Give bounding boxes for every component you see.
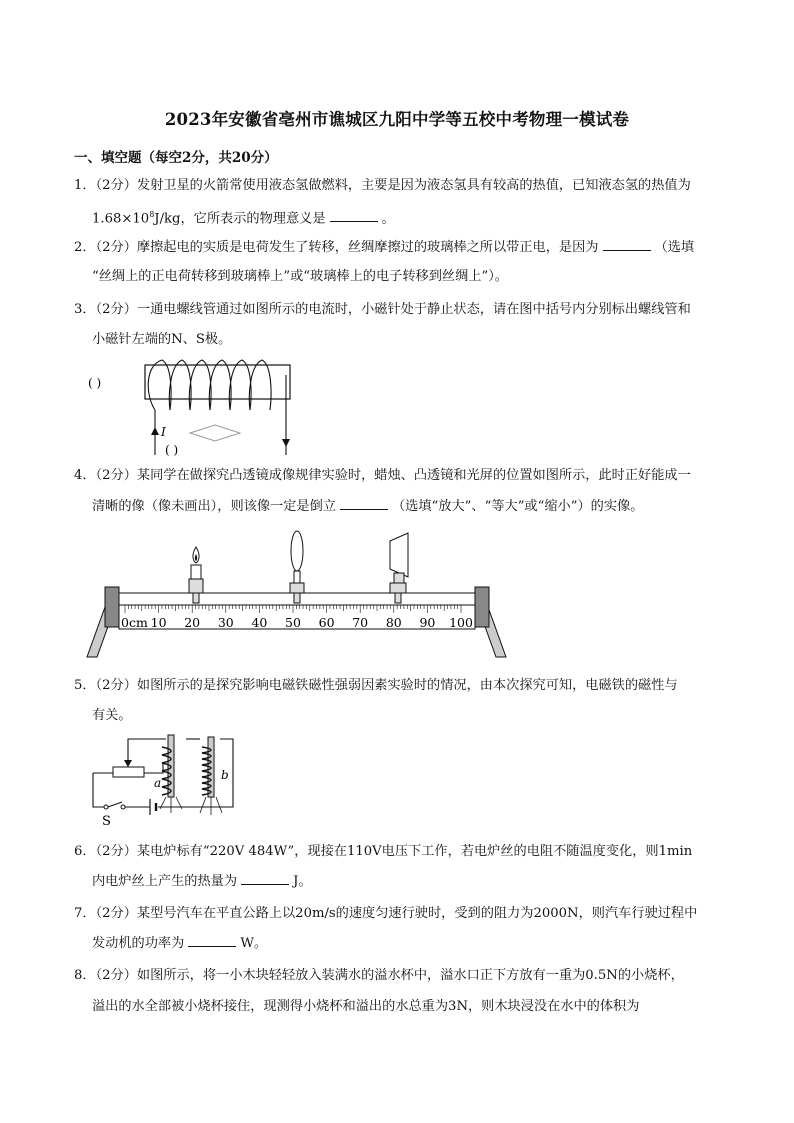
bench-right-post [475,587,489,627]
question-3-line-1: 3．（2分）一通电螺线管通过如图所示的电流时，小磁针处于静止状态，请在图中括号内分别标出螺线管和 [74,302,691,317]
question-8-line-2: 溢出的水全部被小烧杯接住，现测得小烧杯和溢出的水总重为3N，则木块浸没在水中的体积为 [92,999,640,1014]
question-2-line-2: “丝绸上的正电荷转移到玻璃棒上”或“玻璃棒上的电子转移到丝绸上”）。 [92,269,508,284]
scale-label: 40 [251,615,268,630]
current-label: I [161,425,166,439]
solenoid-left-bracket: ( ) [88,376,102,390]
q4-text-b: （选填“放大”、“等大”或“缩小”）的实像。 [391,499,644,514]
magnet-a-label: a [154,776,162,790]
question-7-line-2 [92,934,732,954]
scale-label: 0cm [121,615,148,630]
bench-left-post [105,587,119,627]
question-6-line-1: 6．（2分）某电炉标有“220V 484W”，现接在110V电压下工作，若电炉丝的电阻不随温度变化，则1min [74,844,693,859]
q4-text-a: 清晰的像（像未画出），则该像一定是倒立 [92,499,336,514]
section-heading: 一、填空题（每空2分，共20分） [74,150,278,166]
scale-label: 80 [385,615,402,630]
q2-text-a: 2．（2分）摩擦起电的实质是电荷发生了转移，丝绸摩擦过的玻璃棒之所以带正电，是因为 [74,240,599,255]
scale-label: 10 [150,615,167,630]
question-1-line-1: 1．（2分）发射卫星的火箭常使用液态氢做燃料，主要是因为液态氢具有较高的热值，已知液态氢的热值为 [74,178,691,193]
q1-exponent: 8 [149,210,155,219]
q1-end: 。 [381,211,395,227]
switch-label: S [102,814,111,829]
electromagnet-b-icon [200,737,222,815]
q2-text-b: （选填 [654,240,695,255]
question-1-line-2 [92,205,732,229]
answer-blank[interactable] [340,497,388,510]
question-5-line-2: 有关。 [92,708,132,723]
question-6-line-2 [92,872,732,892]
answer-blank[interactable] [330,209,378,222]
light-screen-icon [390,533,408,603]
q6-text-a: 内电炉丝上产生的热量为 [92,874,238,889]
question-5-line-1: 5．（2分）如图所示的是探究影响电磁铁磁性强弱因素实验时的情况，由本次探究可知，电磁铁的磁性与 [74,678,678,693]
rheostat-icon [113,767,144,777]
scale-label: 60 [318,615,335,630]
solenoid-coils [148,360,271,410]
q6-text-b: J。 [293,874,312,889]
question-7-line-1: 7．（2分）某型号汽车在平直公路上以20m/s的速度匀速行驶时，受到的阻力为2000N，则汽车行驶过程中 [74,906,698,921]
scale-label: 20 [184,615,201,630]
electromagnet-a-icon [160,735,182,813]
answer-blank[interactable] [603,238,651,251]
answer-blank[interactable] [241,872,289,885]
page-title: 2023年安徽省亳州市谯城区九阳中学等五校中考物理一模试卷 [164,110,630,129]
q1-unit-text: J/kg，它所表示的物理意义是 [154,211,326,227]
electromagnet-figure [88,733,258,833]
question-4-line-1: 4．（2分）某同学在做探究凸透镜成像规律实验时，蜡烛、凸透镜和光屏的位置如图所示，此时正好能成一 [74,468,691,483]
q1-value: 1.68×10 [92,211,150,227]
compass-needle-icon [190,425,240,441]
optical-bench-figure [85,527,510,662]
q7-text-b: W。 [240,936,268,951]
scale-label: 50 [285,615,301,630]
convex-lens-icon [290,531,304,603]
current-arrow-up-icon [151,427,159,435]
rheostat-slider-icon [124,760,132,767]
q7-text-a: 发动机的功率为 [92,936,185,951]
current-arrow-down-icon [282,439,290,447]
question-4-line-2 [92,497,732,517]
scale-label: 70 [352,615,369,630]
battery-icon [150,799,156,815]
scale-label: 30 [217,615,234,630]
question-3-line-2: 小磁针左端的N、S极。 [92,332,232,347]
magnet-b-label: b [221,768,229,782]
switch-icon [104,802,125,809]
question-8-line-1: 8．（2分）如图所示，将一小木块轻轻放入装满水的溢水杯中，溢水口正下方放有一重为0.5N的小烧杯， [74,968,684,983]
scale-label: 90 [419,615,436,630]
answer-blank[interactable] [188,934,236,947]
solenoid-figure [80,355,310,460]
compass-bracket: ( ) [165,443,179,457]
question-2-line-1 [74,238,734,258]
scale-label: 100 [449,615,473,630]
